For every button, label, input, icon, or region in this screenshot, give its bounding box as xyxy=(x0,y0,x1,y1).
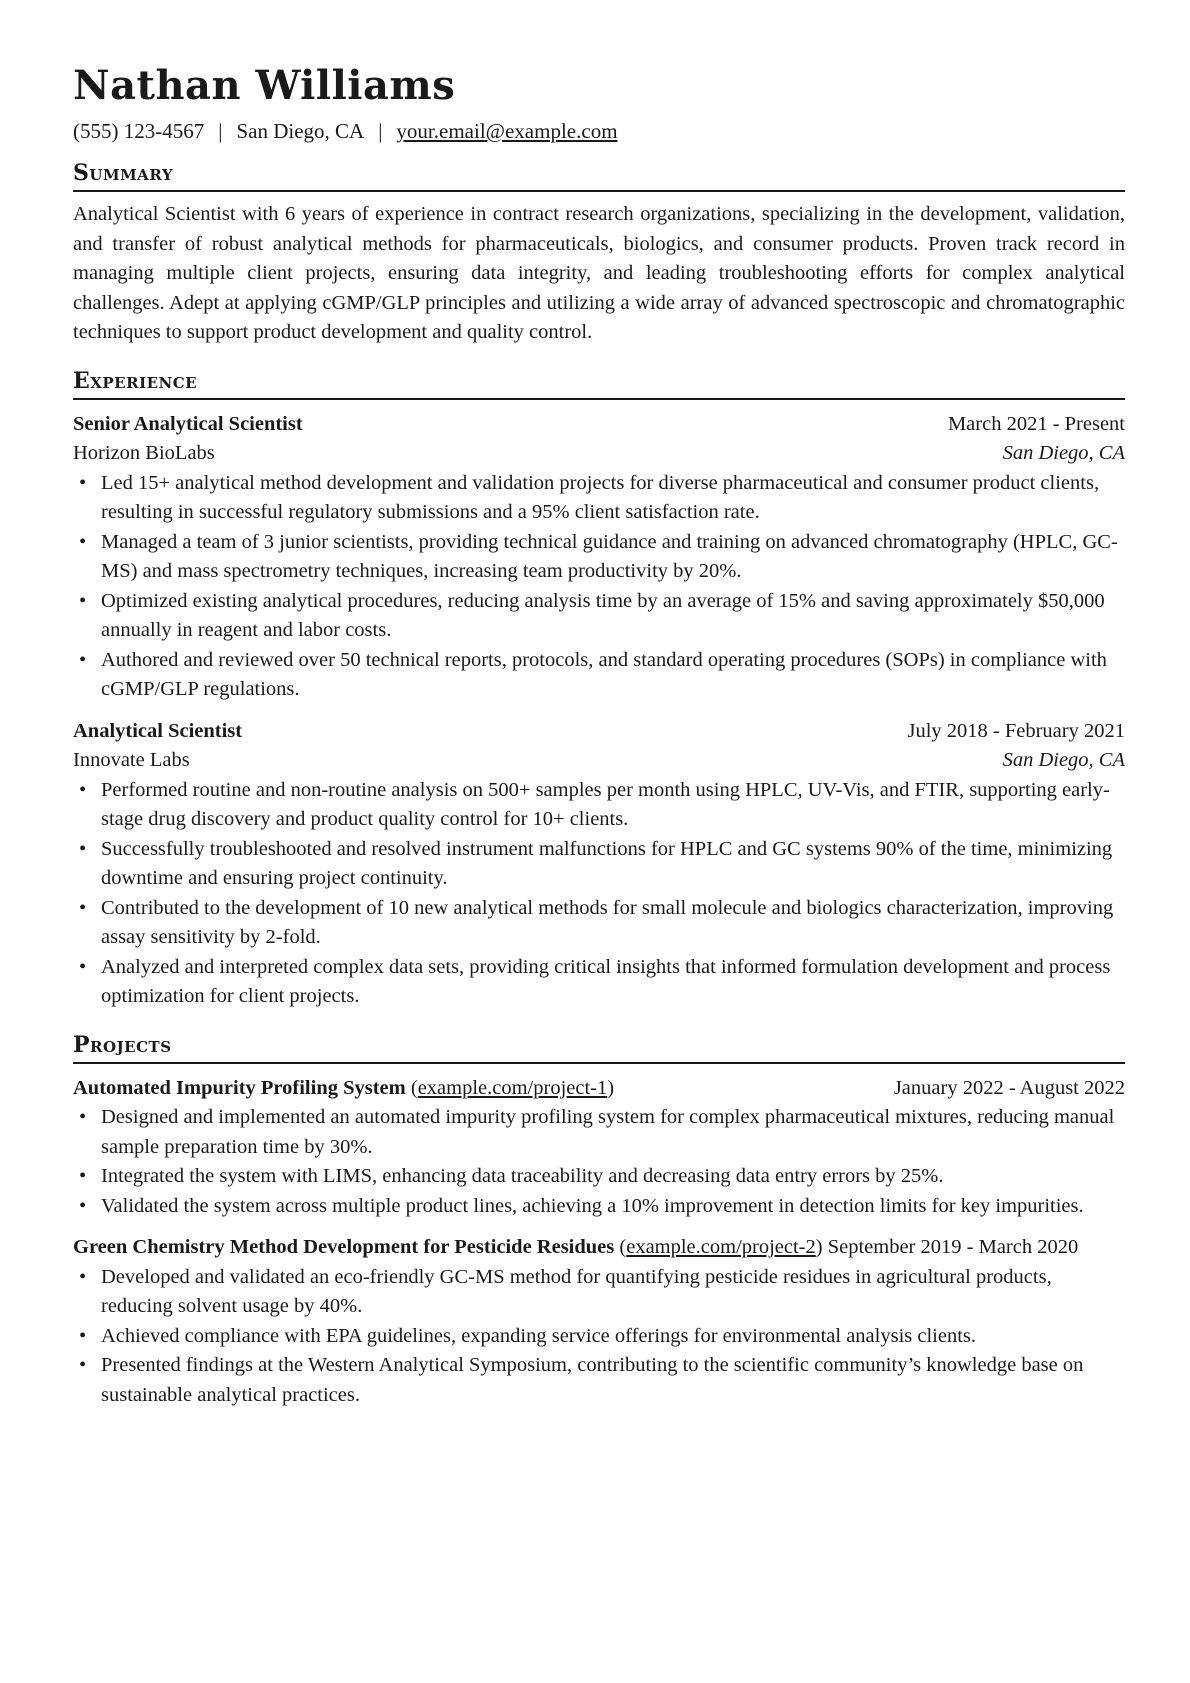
contact-separator: | xyxy=(218,119,223,143)
bullet-item: • Presented findings at the Western Analytical Symposium, contributing to the scientific community’s knowledge base on sustainable analytical practices. xyxy=(73,1351,1125,1410)
bullet-item: • Validated the system across multiple product lines, achieving a 10% improvement in detection limits for key impurities. xyxy=(73,1192,1125,1222)
bullet-item: • Successfully troubleshooted and resolved instrument malfunctions for HPLC and GC systems 90% of the time, minimizing downtime and ensuring project continuity. xyxy=(73,835,1125,894)
contact-separator: | xyxy=(378,119,383,143)
email-link[interactable]: your.email@example.com xyxy=(396,119,618,143)
bullet-item: • Authored and reviewed over 50 technical reports, protocols, and standard operating procedures (SOPs) in compliance with cGMP/GLP regulations. xyxy=(73,646,1125,705)
job-bullets xyxy=(73,776,1125,1012)
bullet-item: • Developed and validated an eco-friendly GC-MS method for quantifying pesticide residues in agricultural products, reducing solvent usage by 40%. xyxy=(73,1263,1125,1322)
candidate-name: Nathan Williams xyxy=(73,62,456,109)
location-text: San Diego, CA xyxy=(236,119,365,143)
job-location: San Diego, CA xyxy=(1002,442,1125,464)
projects-heading: Projects xyxy=(73,1030,1125,1064)
bullet-item: • Managed a team of 3 junior scientists, providing technical guidance and training on advanced chromatography (HPLC, GC-MS) and mass spectrometry techniques, increasing team productivity by 20%. xyxy=(73,528,1125,587)
job-title: Analytical Scientist xyxy=(73,719,243,742)
job-dates: July 2018 - February 2021 xyxy=(907,719,1125,742)
job-location: San Diego, CA xyxy=(1002,749,1125,771)
job-company: Horizon BioLabs xyxy=(73,442,215,464)
job-dates: March 2021 - Present xyxy=(947,412,1125,435)
bullet-item: • Achieved compliance with EPA guidelines, expanding service offerings for environmental analysis clients. xyxy=(73,1322,1125,1352)
resume-content xyxy=(73,58,1125,1410)
job-company: Innovate Labs xyxy=(73,749,190,771)
project-link[interactable]: example.com/project-2 xyxy=(626,1236,816,1258)
bullet-item: • Designed and implemented an automated impurity profiling system for complex pharmaceutical mixtures, reducing manual sample preparation time by 30%. xyxy=(73,1103,1125,1162)
contact-line xyxy=(73,116,1125,146)
project-entry: Green Chemistry Method Development for Pesticide Residues (example.com/project-2) September 2019 - March 2020 • Developed and validated an eco-friendly GC-MS method for quantifying pesticide residues in agricultural products, reducing solvent usage by 40%. • Achieved compliance with EPA guidelines, expanding service offerings for environmental analysis clients. • Presented findings at the Western Analytical Symposium, contributing to the scientific community’s knowledge base on sustainable analytical practices. xyxy=(73,1233,1125,1410)
project-entry: Automated Impurity Profiling System (example.com/project-1) January 2022 - August 2022 • Designed and implemented an automated impurity profiling system for complex pharmaceutical mixtures, reducing manual sample preparation time by 30%. • Integrated the system with LIMS, enhancing data traceability and decreasing data entry errors by 25%. • Validated the system across multiple product lines, achieving a 10% improvement in detection limits for key impurities. xyxy=(73,1074,1125,1222)
bullet-item: • Contributed to the development of 10 new analytical methods for small molecule and biologics characterization, improving assay sensitivity by 2-fold. xyxy=(73,894,1125,953)
job-bullets xyxy=(73,469,1125,705)
job-title: Senior Analytical Scientist xyxy=(73,412,303,435)
bullet-item: • Led 15+ analytical method development and validation projects for diverse pharmaceutical and consumer product clients, resulting in successful regulatory submissions and a 95% client satisfaction rate. xyxy=(73,469,1125,528)
project-dates: September 2019 - March 2020 xyxy=(827,1236,1079,1258)
summary-text: Analytical Scientist with 6 years of experience in contract research organizations, specializing in the development, validation, and transfer of robust analytical methods for pharmaceuticals, biologics, and consumer products. Proven track record in managing multiple client projects, ensuring data integrity, and leading troubleshooting efforts for complex analytical challenges. Adept at applying cGMP/GLP principles and utilizing a wide array of advanced spectroscopic and chromatographic techniques to support product development and quality control. xyxy=(73,203,1125,343)
bullet-item: • Integrated the system with LIMS, enhancing data traceability and decreasing data entry errors by 25%. xyxy=(73,1162,1125,1192)
phone-number: (555) 123-4567 xyxy=(73,119,205,143)
job-entry xyxy=(73,717,1125,1012)
project-title: Green Chemistry Method Development for Pesticide Residues xyxy=(73,1236,615,1258)
summary-heading: Summary xyxy=(73,158,1125,192)
project-bullets xyxy=(73,1263,1125,1411)
project-link[interactable]: example.com/project-1 xyxy=(417,1076,608,1099)
project-dates: January 2022 - August 2022 xyxy=(893,1076,1125,1099)
bullet-item: • Analyzed and interpreted complex data sets, providing critical insights that informed formulation development and process optimization for client projects. xyxy=(73,953,1125,1012)
bullet-item: • Optimized existing analytical procedures, reducing analysis time by an average of 15% and saving approximately $50,000 annually in reagent and labor costs. xyxy=(73,587,1125,646)
experience-heading: Experience xyxy=(73,366,1125,400)
job-entry xyxy=(73,410,1125,705)
project-title: Automated Impurity Profiling System xyxy=(73,1076,406,1099)
bullet-item: • Performed routine and non-routine analysis on 500+ samples per month using HPLC, UV-Vis, and FTIR, supporting early-stage drug discovery and product quality control for 10+ clients. xyxy=(73,776,1125,835)
project-bullets xyxy=(73,1103,1125,1221)
